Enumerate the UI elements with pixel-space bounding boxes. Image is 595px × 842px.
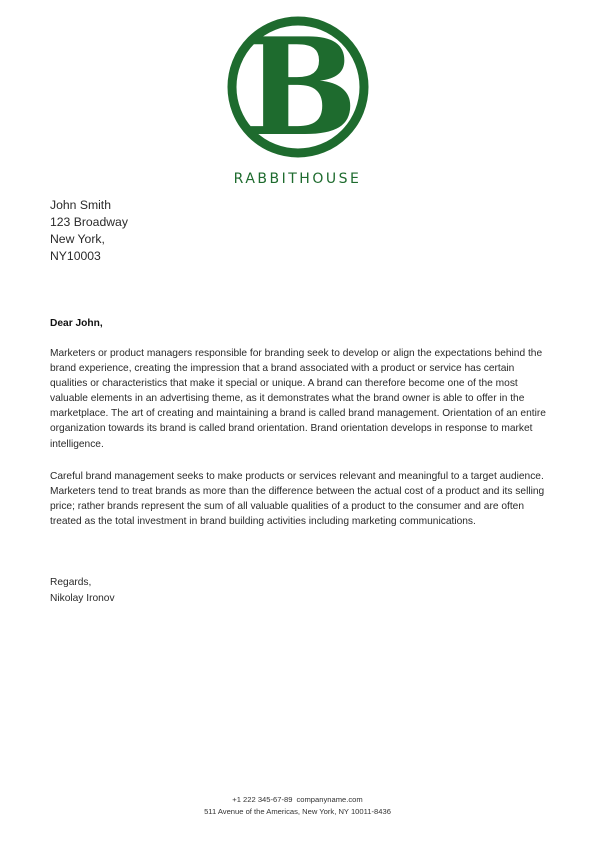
salutation: Dear John,: [50, 318, 103, 329]
recipient-city: New York,: [50, 232, 105, 246]
footer-phone: +1 222 345-67-89: [232, 795, 293, 804]
closing-phrase: Regards,: [50, 577, 92, 588]
recipient-name: John Smith: [50, 198, 111, 212]
body-paragraph-1: Marketers or product managers responsible for branding seek to develop or align the expectations behind the brand experience, creating the impression that a brand associated with a product or service has certain qualities or characteristics that make it special or unique. A brand can therefore become one of the most valuable elements in an advertising theme, as it demonstrates what the brand owner is able to offer in the marketplace. The art of creating and maintaining a brand is called brand management. Orientation of an entire organization towards its brand is called brand orientation. Brand orientation develops in response to market intelligence.: [50, 348, 546, 450]
footer-contact-line: [0, 794, 595, 806]
closing-block: [50, 575, 115, 606]
footer-website[interactable]: companyname.com: [296, 795, 363, 804]
logo-letter: B: [243, 14, 358, 160]
body-paragraph-2: Careful brand management seeks to make products or services relevant and meaningful to a target audience. Marketers tend to treat brands as more than the difference between the actual cost of a product and its selling price; rather brands represent the sum of all valuable qualities of a product to the consumer and are often treated as the total investment in brand building activities including marketing communications.: [50, 471, 545, 528]
footer-address: 511 Avenue of the Americas, New York, NY 10011-8436: [204, 807, 391, 816]
signature-name: Nikolay Ironov: [50, 592, 115, 604]
letterhead-logo: [0, 14, 595, 160]
brand-logo-icon: [225, 14, 371, 160]
recipient-street: 123 Broadway: [50, 215, 128, 229]
recipient-postcode: NY10003: [50, 249, 101, 263]
recipient-address: [50, 197, 128, 265]
footer: [0, 794, 595, 818]
brand-name: RABBITHOUSE: [233, 171, 362, 187]
